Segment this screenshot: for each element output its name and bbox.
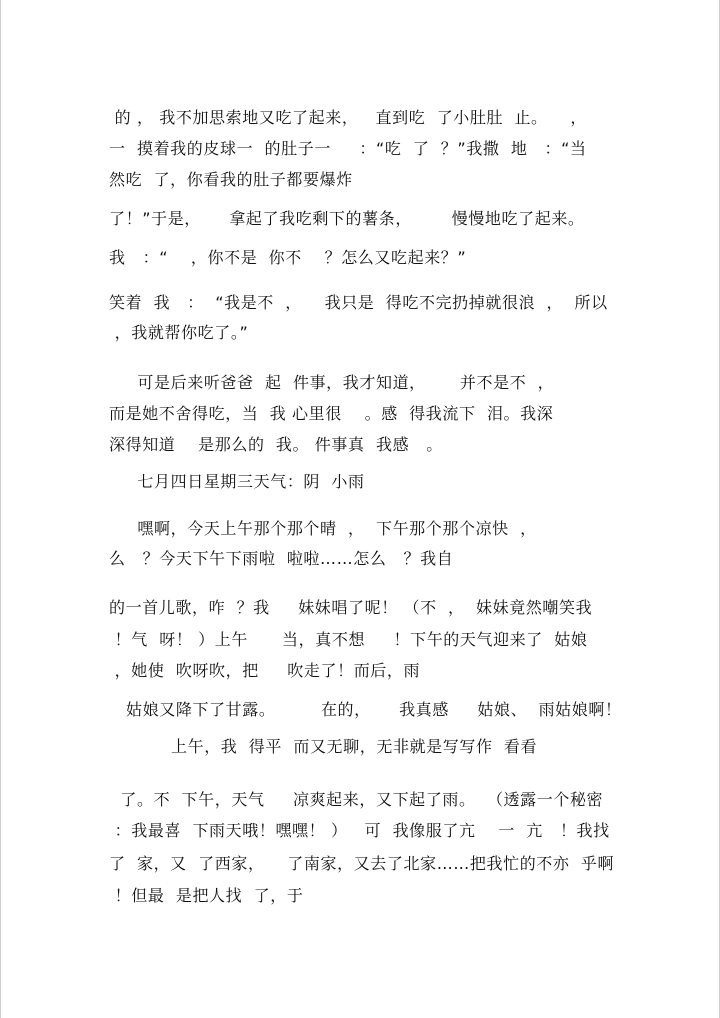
text-line: 么 ？今天下午下雨啦 啦啦……怎么 ？我自 xyxy=(109,549,454,568)
text-line: 深得知道 是那么的 我。 件事真 我感 。 xyxy=(109,435,443,454)
text-line: 而是她不舍得吃，当 我 心里很 。感 得我流下 泪。我深 xyxy=(109,404,554,423)
text-line: 我 ：“ ，你不是 你不 ？怎么又吃起来？” xyxy=(109,248,467,267)
text-line: 了！”于是， 拿起了我吃剩下的薯条， 慢慢地吃了起来。 xyxy=(109,209,585,228)
text-line: ，她使 吹呀吹，把 吹走了！而后，雨 xyxy=(109,661,421,680)
text-line: 姑娘又降下了甘露。 在的， 我真感 姑娘、 雨姑娘啊！ xyxy=(109,700,622,719)
section-heading: 七月四日星期三天气：阴 小雨 xyxy=(109,472,365,491)
text-line: 的 ， 我不加思索地又吃了起来， 直到吃 了小肚肚 止。 ， xyxy=(109,108,588,127)
text-line: 的一首儿歌，咋 ？我 妹妹唱了呢！ （不 ， 妹妹竟然嘲笑我 xyxy=(109,598,593,617)
text-line: ：我最喜 下雨天哦！嘿嘿！ ） 可 我像服了亢 一 亢 ！我找 xyxy=(109,821,610,840)
text-line: 笑着 我 ： “我是不 ， 我只是 得吃不完扔掉就很浪 ， 所以 xyxy=(109,293,608,312)
text-line: ！但最 是把人找 了，于 xyxy=(109,886,304,905)
text-line: ！气 呀！ ）上午 当，真不想 ！下午的天气迎来了 姑娘 xyxy=(109,630,588,649)
text-line: 嘿啊，今天上午那个那个晴 ， 下午那个那个凉快 ， xyxy=(109,519,537,538)
text-line: 然吃 了，你看我的肚子都要爆炸 xyxy=(109,170,353,189)
text-line: 了。不 下午，天气 凉爽起来，又下起了雨。 （透露一个秘密 xyxy=(109,790,604,809)
text-line: 上午，我 得平 而又无聊，无非就是写写作 看看 xyxy=(171,737,538,756)
text-line: ，我就帮你吃了。” xyxy=(109,323,249,342)
text-line: 可是后来听爸爸 起 件事，我才知道， 并不是不 ， xyxy=(109,373,555,392)
text-line: 了 家，又 了西家， 了南家，又去了北家……把我忙的不亦 乎啊 xyxy=(109,854,615,873)
text-line: 一 摸着我的皮球一 的肚子一 ：“吃 了 ？”我撒 地 ：“当 xyxy=(109,139,587,158)
